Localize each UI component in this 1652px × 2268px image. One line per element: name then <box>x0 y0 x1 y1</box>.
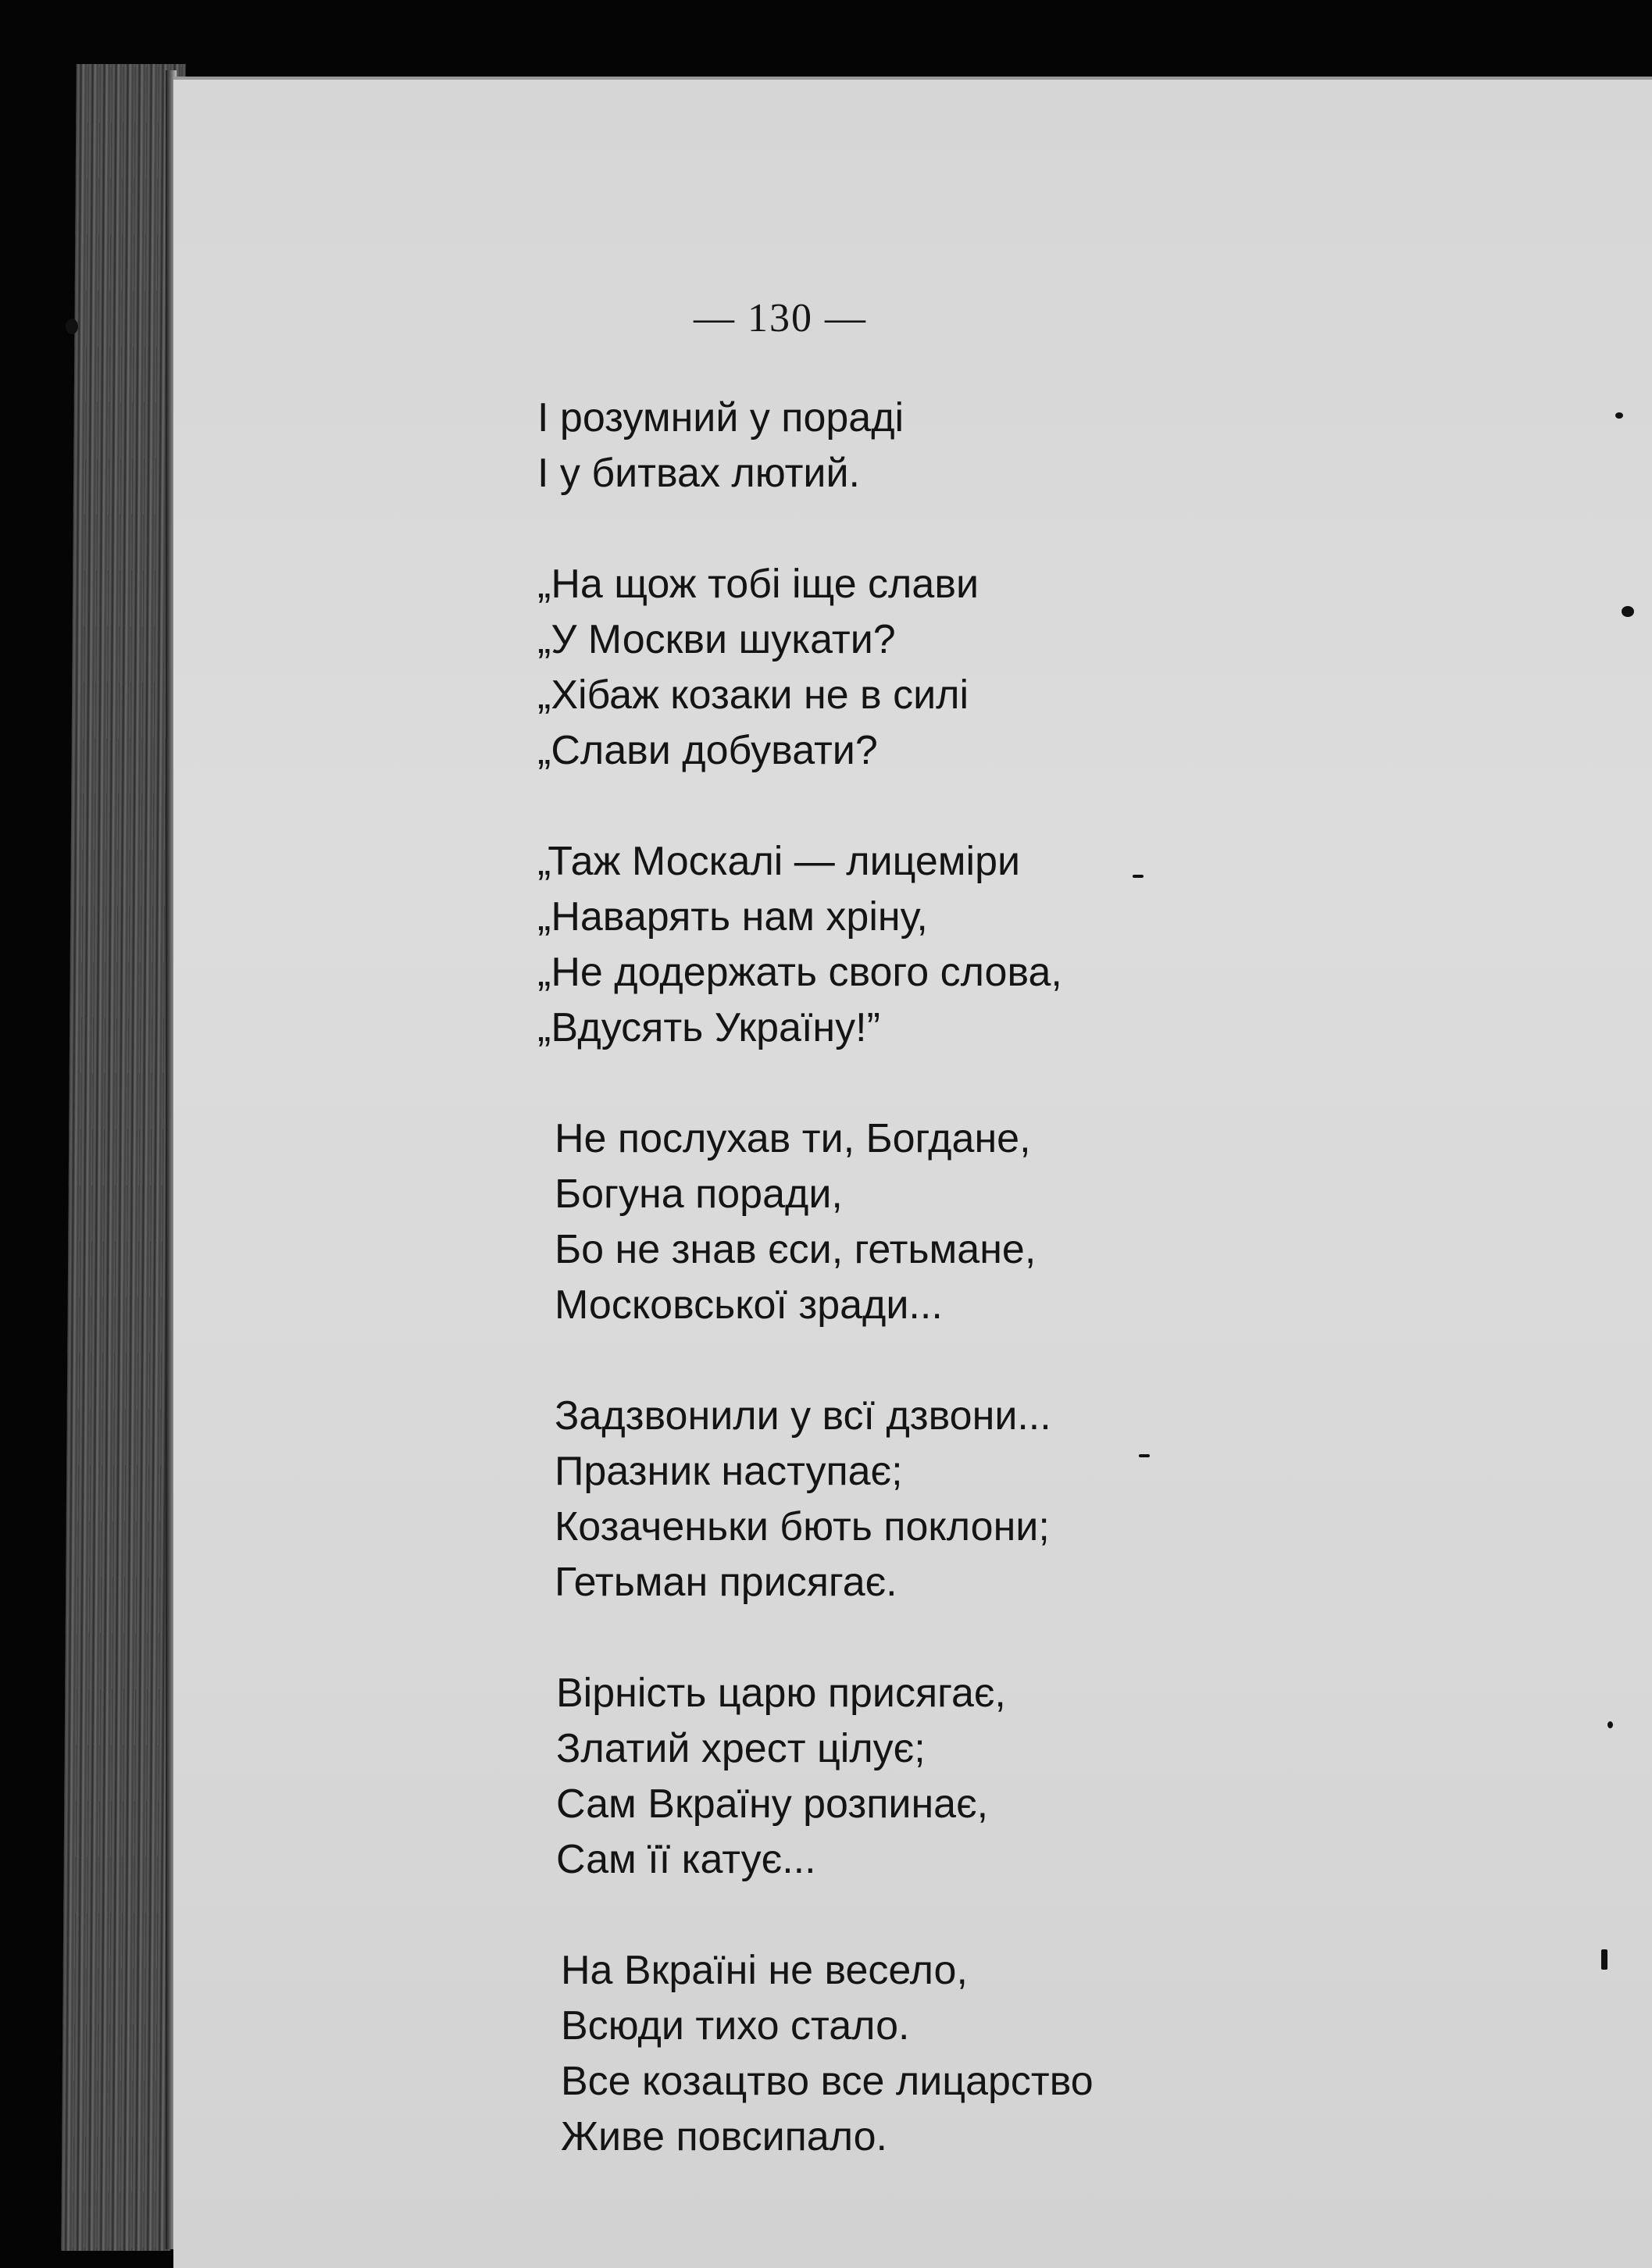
poem-line: „На щож тобі іще слави <box>537 562 979 607</box>
poem-line: Бо не знав єси, гетьмане, <box>555 1227 1037 1272</box>
stanza <box>556 1666 1094 1888</box>
poem-line: Московської зради... <box>555 1282 943 1328</box>
stanza <box>555 1389 1094 1610</box>
scan-speck <box>1622 606 1634 617</box>
poem-line: Живе повсипало. <box>561 2114 888 2159</box>
poem-line: Богуна поради, <box>555 1171 843 1217</box>
poem-line: „Слави добувати? <box>537 728 878 773</box>
poem-line: „Вдусять Україну!” <box>537 1005 880 1050</box>
poem-line: „Не додержать свого слова, <box>537 950 1062 995</box>
page-number: — 130 — <box>694 296 867 341</box>
poem-line: Гетьман присягає. <box>555 1560 897 1605</box>
poem-line: Сам Вкраїну розпинає, <box>556 1781 989 1827</box>
stanza <box>537 834 1094 1056</box>
scan-speck <box>1133 875 1144 878</box>
poem-line: Всюди тихо стало. <box>561 2003 910 2049</box>
scan-speck <box>1601 1949 1607 1970</box>
poem-line: Не послухав ти, Богдане, <box>555 1116 1031 1161</box>
poem-text <box>537 390 1094 2220</box>
poem-line: Все козацтво все лицарство <box>561 2059 1094 2104</box>
stanza <box>537 390 1094 501</box>
poem-line: На Вкраїні не весело, <box>561 1948 968 1993</box>
poem-line: І у битвах лютий. <box>537 451 860 496</box>
poem-line: „Хібаж козаки не в силі <box>537 672 969 718</box>
stanza <box>555 1111 1094 1333</box>
stanza <box>561 1943 1094 2165</box>
poem-line: Празник наступає; <box>555 1449 903 1494</box>
scan-speck <box>1615 412 1623 419</box>
scan-speck <box>66 319 78 334</box>
stanza <box>537 557 1094 779</box>
poem-line: „Наварять нам хріну, <box>537 894 928 940</box>
scan-speck <box>1139 1454 1150 1457</box>
poem-line: Задзвонили у всї дзвони... <box>555 1393 1051 1439</box>
poem-line: Златий хрест цілує; <box>556 1726 926 1771</box>
poem-line: „У Москви шукати? <box>537 617 896 662</box>
poem-line: Козаченьки бють поклони; <box>555 1504 1050 1549</box>
poem-line: Вірність царю присягає, <box>556 1671 1006 1716</box>
poem-line: Сам її катує... <box>556 1837 816 1882</box>
poem-line: „Таж Москалі — лицеміри <box>537 839 1021 884</box>
scan-speck <box>1607 1721 1613 1728</box>
poem-line: І розумний у пораді <box>537 395 904 440</box>
